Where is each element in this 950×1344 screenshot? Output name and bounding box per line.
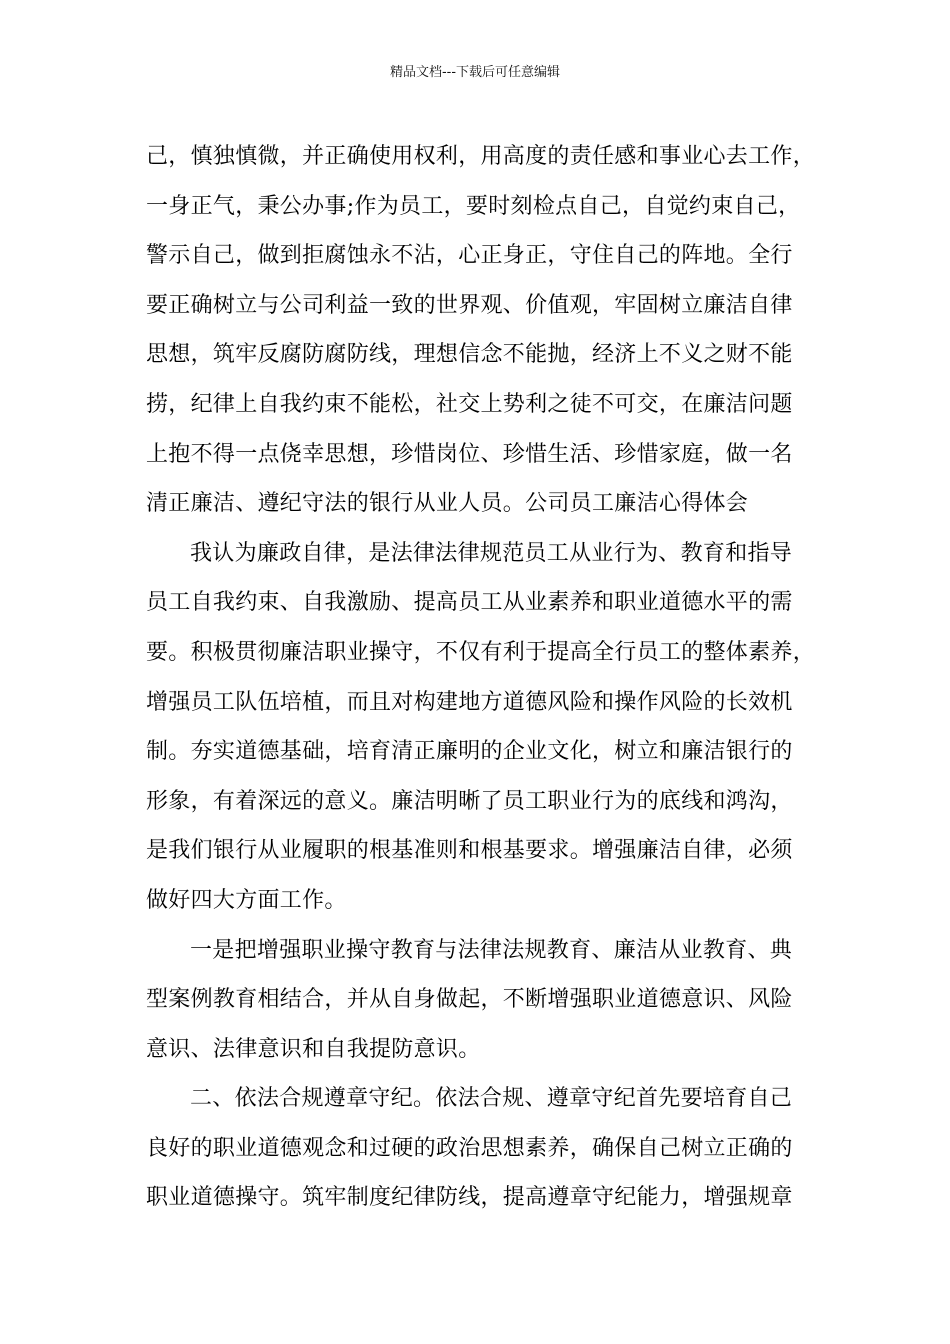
document-body xyxy=(146,132,818,1223)
text-line: 做好四大方面工作。 xyxy=(146,887,347,913)
text-line: 警示自己，做到拒腐蚀永不沾，心正身正，守住自己的阵地。全行 xyxy=(146,243,793,269)
text-line: 增强员工队伍培植，而且对构建地方道德风险和操作风险的长效机 xyxy=(146,689,793,715)
text-line: 意识、法律意识和自我提防意识。 xyxy=(146,1036,481,1062)
paragraph-first-line: 我认为廉政自律，是法律法律规范员工从业行为、教育和指导 xyxy=(190,540,793,566)
text-line: 要正确树立与公司利益一致的世界观、价值观，牢固树立廉洁自律 xyxy=(146,292,793,318)
text-line: 职业道德操守。筑牢制度纪律防线，提高遵章守纪能力，增强规章 xyxy=(146,1185,793,1211)
text-line: 是我们银行从业履职的根基准则和根基要求。增强廉洁自律，必须 xyxy=(146,838,793,864)
text-line: 一身正气，秉公办事;作为员工，要时刻检点自己，自觉约束自己， xyxy=(146,193,801,219)
text-line: 型案例教育相结合，并从自身做起，不断增强职业道德意识、风险 xyxy=(146,987,793,1013)
text-line: 良好的职业道德观念和过硬的政治思想素养，确保自己树立正确的 xyxy=(146,1135,793,1161)
text-line: 员工自我约束、自我激励、提高员工从业素养和职业道德水平的需 xyxy=(146,590,793,616)
text-line: 要。积极贯彻廉洁职业操守，不仅有利于提高全行员工的整体素养， xyxy=(146,639,816,665)
text-line: 清正廉洁、遵纪守法的银行从业人员。公司员工廉洁心得体会 xyxy=(146,491,749,517)
text-line: 思想，筑牢反腐防腐防线，理想信念不能抛，经济上不义之财不能 xyxy=(146,342,793,368)
text-line: 捞，纪律上自我约束不能松，社交上势利之徒不可交，在廉洁问题 xyxy=(146,391,793,417)
page-header: 精品文档---下载后可任意编辑 xyxy=(389,65,561,80)
paragraph-first-line: 二、依法合规遵章守纪。依法合规、遵章守纪首先要培育自己 xyxy=(190,1086,793,1112)
text-line: 己，慎独慎微，并正确使用权利，用高度的责任感和事业心去工作， xyxy=(146,144,816,169)
paragraph-first-line: 一是把增强职业操守教育与法律法规教育、廉洁从业教育、典 xyxy=(190,937,793,963)
text-line: 形象，有着深远的意义。廉洁明晰了员工职业行为的底线和鸿沟， xyxy=(146,788,793,814)
text-line: 制。夯实道德基础，培育清正廉明的企业文化，树立和廉洁银行的 xyxy=(146,739,793,765)
text-line: 上抱不得一点侥幸思想，珍惜岗位、珍惜生活、珍惜家庭，做一名 xyxy=(146,441,793,467)
